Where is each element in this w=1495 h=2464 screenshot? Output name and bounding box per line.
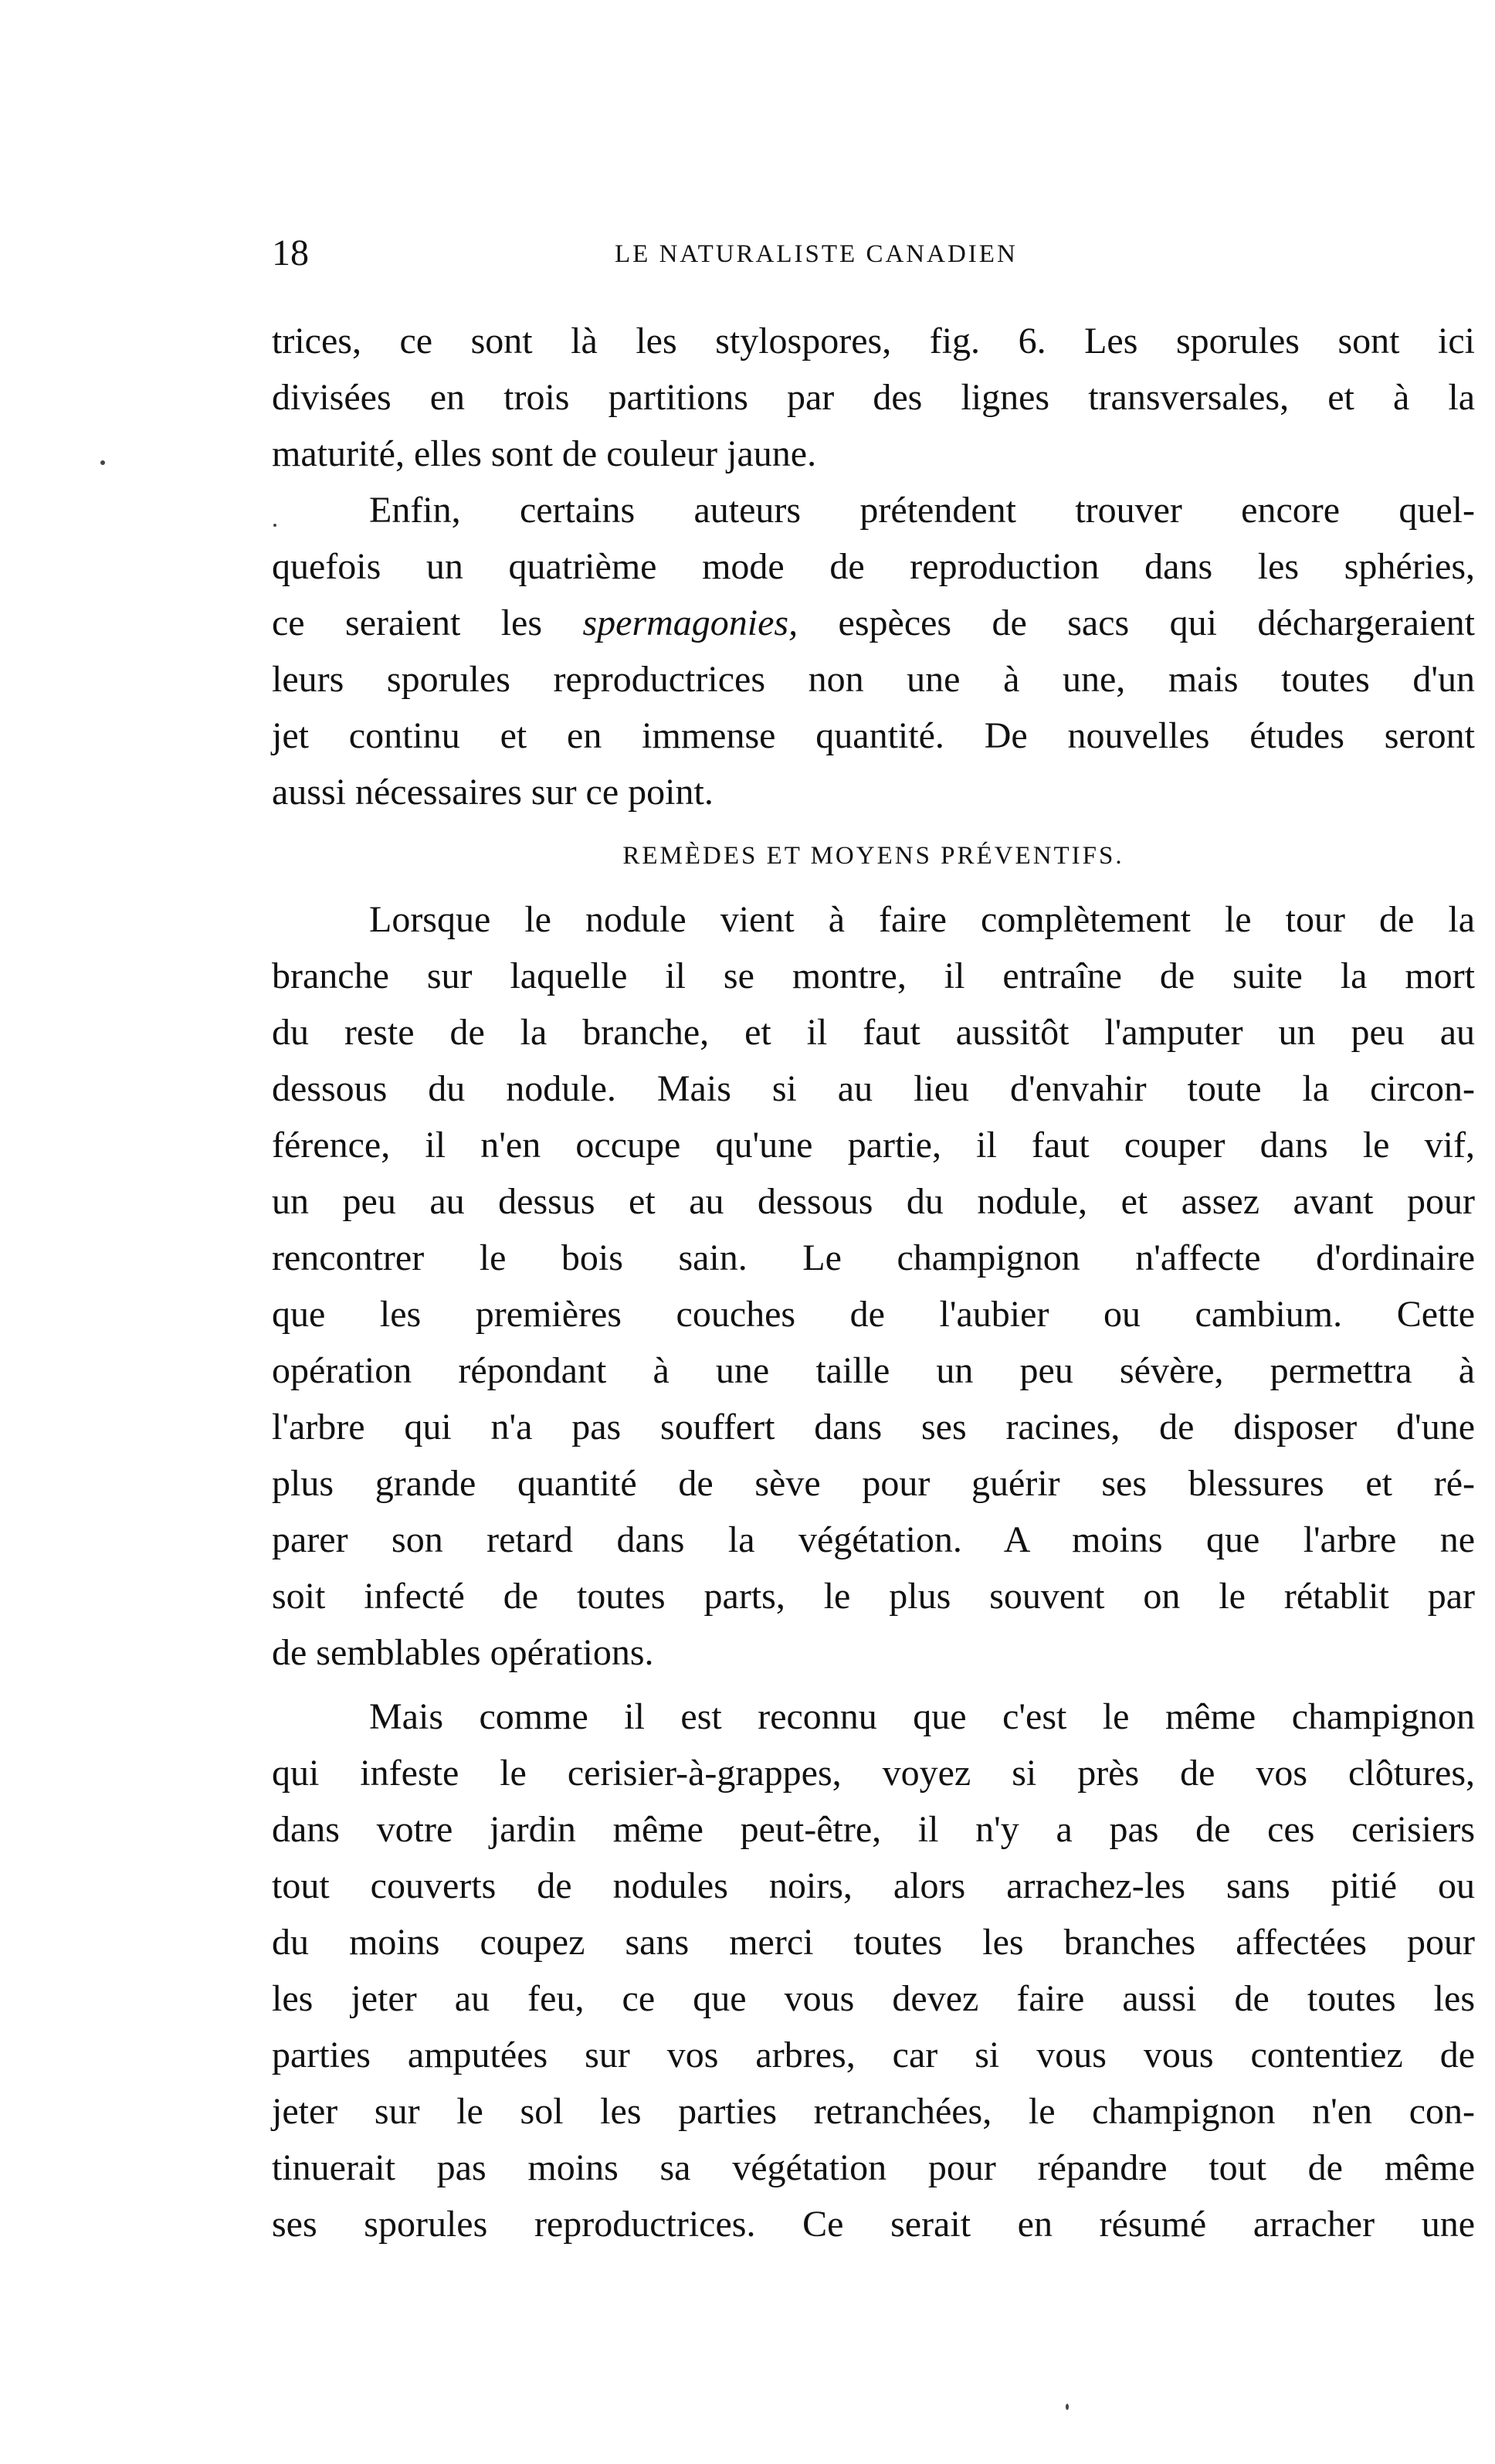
text-line: tout couverts de nodules noirs, alors arrachez-les sans pitié ou [272,1865,1475,1906]
paragraph-gap [272,1681,1475,1688]
print-speck [273,524,276,527]
text-line: Enfin, certains auteurs prétendent trouver encore quel- [369,490,1475,531]
page-number: 18 [272,232,309,273]
text-line: un peu au dessus et au dessous du nodule, et assez avant pour [272,1181,1475,1222]
print-speck [100,460,105,465]
text-fragment: ce seraient les [272,602,583,643]
text-line: les jeter au feu, ce que vous devez faire aussi de toutes les [272,1978,1475,2019]
text-fragment: espèces de sacs qui déchargeraient [798,602,1475,643]
text-line: opération répondant à une taille un peu sévère, permettra à [272,1350,1475,1391]
text-line: tinuerait pas moins sa végétation pour répandre tout de même [272,2147,1475,2188]
text-line: l'arbre qui n'a pas souffert dans ses racines, de disposer d'une [272,1407,1475,1448]
text-line: férence, il n'en occupe qu'une partie, il faut couper dans le vif, [272,1125,1475,1166]
text-line-with-italic [272,595,1475,651]
running-title: LE NATURALISTE CANADIEN [615,240,1018,268]
text-line: Lorsque le nodule vient à faire complètement le tour de la [369,899,1475,940]
text-line: soit infecté de toutes parts, le plus souvent on le rétablit par [272,1576,1475,1617]
body-text [272,313,1475,2252]
text-line: quefois un quatrième mode de reproduction dans les sphéries, [272,546,1475,587]
text-line: dessous du nodule. Mais si au lieu d'envahir toute la circon- [272,1068,1475,1109]
paragraph-4 [272,1688,1475,2252]
text-line: plus grande quantité de sève pour guérir ses blessures et ré- [272,1463,1475,1504]
text-line: divisées en trois partitions par des lignes transversales, et à la [272,377,1475,418]
text-line: ses sporules reproductrices. Ce serait en résumé arracher une [272,2204,1475,2245]
text-line: branche sur laquelle il se montre, il entraîne de suite la mort [272,955,1475,996]
text-line: parer son retard dans la végétation. A moins que l'arbre ne [272,1519,1475,1560]
paragraph-3 [272,891,1475,1681]
italic-term: spermagonies, [582,602,798,643]
text-line: aussi nécessaires sur ce point. [272,772,714,813]
text-line: qui infeste le cerisier-à-grappes, voyez si près de vos clôtures, [272,1753,1475,1794]
text-line: que les premières couches de l'aubier ou cambium. Cette [272,1294,1475,1335]
text-line: dans votre jardin même peut-être, il n'y a pas de ces cerisiers [272,1809,1475,1850]
text-line: du moins coupez sans merci toutes les branches affectées pour [272,1922,1475,1963]
page-header [272,230,1198,277]
text-line: de semblables opérations. [272,1632,654,1673]
text-line: du reste de la branche, et il faut aussitôt l'amputer un peu au [272,1012,1475,1053]
text-line: trices, ce sont là les stylospores, fig. 6. Les sporules sont ici [272,321,1475,361]
text-line: rencontrer le bois sain. Le champignon n'affecte d'ordinaire [272,1237,1475,1278]
text-line: Mais comme il est reconnu que c'est le même champignon [369,1696,1475,1737]
text-line: jet continu et en immense quantité. De nouvelles études seront [272,715,1475,756]
text-line: jeter sur le sol les parties retranchées, le champignon n'en con- [272,2091,1475,2132]
paragraph-2 [272,482,1475,820]
section-heading: REMÈDES ET MOYENS PRÉVENTIFS. [622,842,1124,870]
paragraph-1 [272,313,1475,482]
text-line: parties amputées sur vos arbres, car si vous vous contentiez de [272,2035,1475,2075]
text-line: leurs sporules reproductrices non une à une, mais toutes d'un [272,659,1475,700]
print-speck [1066,2404,1069,2410]
text-line: maturité, elles sont de couleur jaune. [272,433,817,474]
